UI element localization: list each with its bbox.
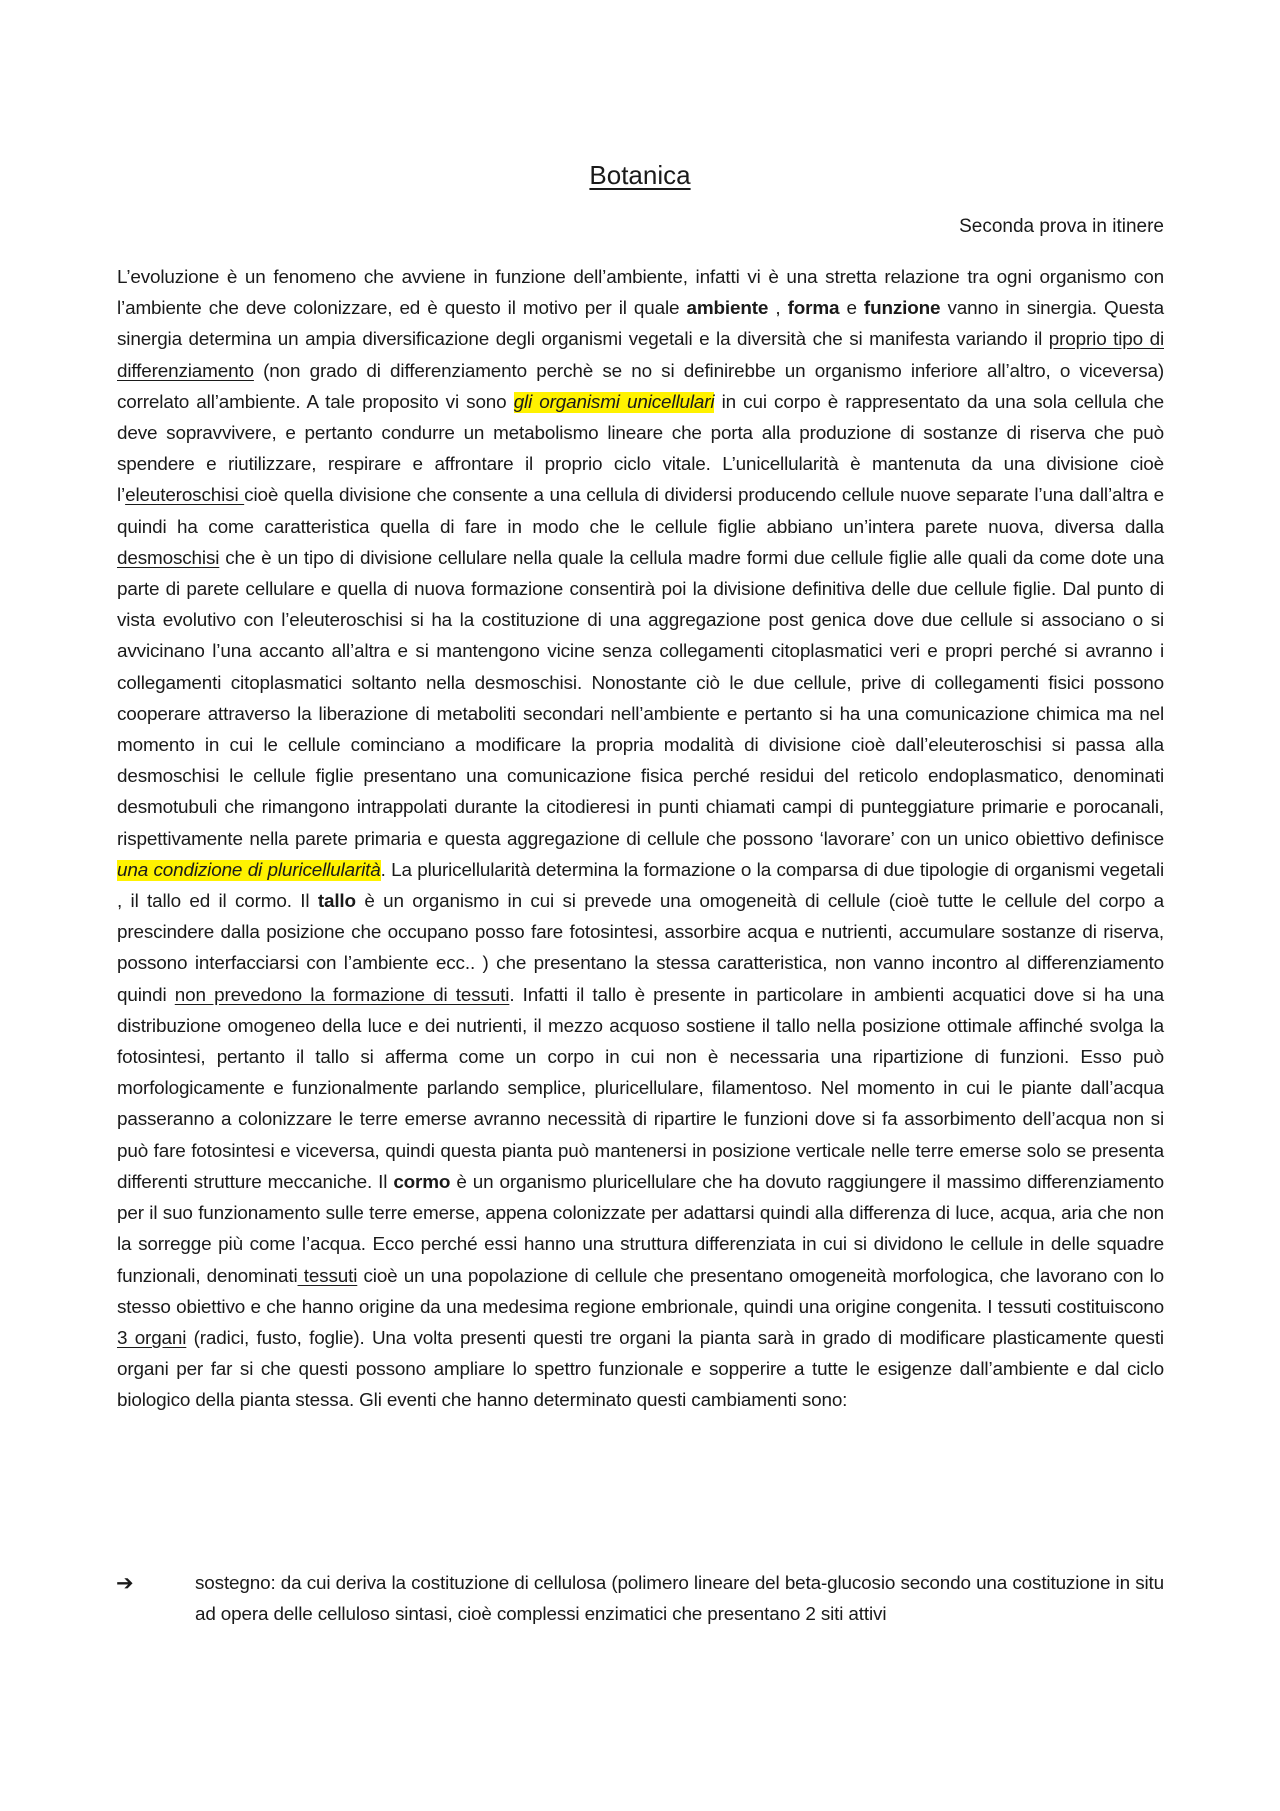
emphasis-text: ambiente xyxy=(686,298,769,320)
emphasis-text: tessuti xyxy=(297,1265,358,1287)
emphasis-text: desmoschisi xyxy=(117,547,220,569)
emphasis-text: 3 organi xyxy=(117,1327,187,1349)
text-run: (radici, fusto, foglie). Una volta presenti questi tre organi la pianta sarà in grado di modificare plasticamente questi organi per far si che questi possono ampliare lo spettro funzionale e sopperire a tutte le esigenze dall’ambiente e dal ciclo biologico della pianta stessa. Gli eventi che hanno determinato questi cambiamenti sono: xyxy=(117,1327,1164,1412)
emphasis-text: tallo xyxy=(317,891,356,913)
bullet-list-item xyxy=(116,1568,1164,1630)
text-run: cioè un una popolazione di cellule che presentano omogeneità morfologica, che lavorano con lo stesso obiettivo e che hanno origine da una medesima regione embrionale, quindi una origine congenita. I tessuti costituiscono xyxy=(117,1265,1164,1318)
text-run: è un organismo in cui si prevede una omogeneità di cellule (cioè tutte le cellule del corpo a prescindere dalla posizione che occupano posso fare fotosintesi, assorbire acqua e nutrienti, accumulare sostanze di riserva, possono interfacciarsi con l’ambiente ecc.. ) che presentano la stessa caratteristica, non vanno incontro al differenziamento quindi xyxy=(117,891,1164,1006)
emphasis-text: funzione xyxy=(863,298,941,320)
text-run: , xyxy=(768,298,788,320)
emphasis-text: forma xyxy=(787,298,840,320)
arrow-right-icon: ➔ xyxy=(116,1572,134,1595)
emphasis-text: non prevedono la formazione di tessuti xyxy=(174,984,510,1006)
emphasis-text: gli organismi unicellulari xyxy=(513,391,715,413)
text-run: L’evoluzione è un fenomeno che avviene in funzione dell’ambiente, infatti vi è una stretta relazione tra ogni organismo con l’ambiente che deve colonizzare, ed è questo il motivo per il quale xyxy=(117,267,1164,320)
text-run: (non grado di differenziamento perchè se no si definirebbe un organismo inferiore all’altro, o viceversa) correlato all’ambiente. A tale proposito vi sono xyxy=(117,360,1164,413)
page-subtitle: Seconda prova in itinere xyxy=(959,216,1164,237)
text-run: cioè quella divisione che consente a una cellula di dividersi producendo cellule nuove separate l’una dall’altra e quindi ha come caratteristica quella di fare in modo che le cellule figlie abbiano un’intera parete nuova, diversa dalla xyxy=(117,485,1164,538)
text-run: . Infatti il tallo è presente in particolare in ambienti acquatici dove si ha una distribuzione omogeneo della luce e dei nutrienti, il mezzo acquoso sostiene il tallo nella posizione ottimale affinché svolga la fotosintesi, pertanto il tallo si afferma come un corpo in cui non è necessaria una ripartizione di funzioni. Esso può morfologicamente e funzionalmente parlando semplice, pluricellulare, filamentoso. Nel momento in cui le piante dall’acqua passeranno a colonizzare le terre emerse avranno necessità di ripartire le funzioni dove si fa assorbimento dell’acqua non si può fare fotosintesi e viceversa, quindi questa pianta può mantenersi in posizione verticale nelle terre emerse solo se presenta differenti strutture meccaniche. Il xyxy=(117,984,1164,1193)
text-run: è un organismo pluricellulare che ha dovuto raggiungere il massimo differenziamento per il suo funzionamento sulle terre emerse, appena colonizzate per adattarsi quindi alla differenza di luce, acqua, aria che non la sorregge più come l’acqua. Ecco perché essi hanno una struttura differenziata in cui si dividono le cellule in delle squadre funzionali, denominati xyxy=(117,1171,1164,1287)
bullet-text: sostegno: da cui deriva la costituzione di cellulosa (polimero lineare del beta-glucosio secondo una costituzione in situ ad opera delle celluloso sintasi, cioè complessi enzimatici che presentano 2 siti attivi xyxy=(195,1573,1164,1626)
text-run: che è un tipo di divisione cellulare nella quale la cellula madre formi due cellule figlie alle quali da come dote una parte di parete cellulare e quella di nuova formazione consentirà poi la divisione definitiva delle due cellule figlie. Dal punto di vista evolutivo con l’eleuteroschisi si ha la costituzione di una aggregazione post genica dove due cellule si associano o si avvicinano l’una accanto all’altra e si mantengono vicine senza collegamenti citoplasmatici veri e propri perché si avranno i collegamenti citoplasmatici soltanto nella desmoschisi. Nonostante ciò le due cellule, prive di collegamenti fisici possono cooperare attraverso la liberazione di metaboliti secondari nell’ambiente e pertanto si ha una comunicazione chimica ma nel momento in cui le cellule cominciano a modificare la propria modalità di divisione cioè dall’eleuteroschisi si passa alla desmoschisi le cellule figlie presentano una comunicazione fisica perché residui del reticolo endoplasmatico, denominati desmotubuli che rimangono intrappolati durante la citodieresi in punti chiamati campi di punteggiature primarie e porocanali, rispettivamente nella parete primaria e questa aggregazione di cellule che possono ‘lavorare’ con un unico obiettivo definisce xyxy=(117,547,1164,850)
emphasis-text: una condizione di pluricellularità xyxy=(117,859,381,881)
emphasis-text: cormo xyxy=(393,1171,451,1193)
text-run: . La pluricellularità determina la formazione o la comparsa di due tipologie di organismi vegetali , il tallo ed il cormo. Il xyxy=(117,859,1164,913)
emphasis-text: eleuteroschisi xyxy=(125,485,245,507)
body-paragraph xyxy=(117,262,1164,1417)
text-run: in cui corpo è rappresentato da una sola cellula che deve sopravvivere, e pertanto condurre un metabolismo lineare che porta alla produzione di sostanze di riserva che può spendere e riutilizzare, respirare e affrontare il proprio ciclo vitale. L’unicellularità è mantenuta da una divisione cioè l’ xyxy=(117,391,1165,507)
page-title: Botanica xyxy=(589,160,691,190)
text-run: vanno in sinergia. Questa sinergia determina un ampia diversificazione degli organismi vegetali e la diversità che si manifesta variando il xyxy=(117,298,1165,351)
text-run: e xyxy=(839,298,864,320)
emphasis-text: proprio tipo di differenziamento xyxy=(117,329,1164,382)
